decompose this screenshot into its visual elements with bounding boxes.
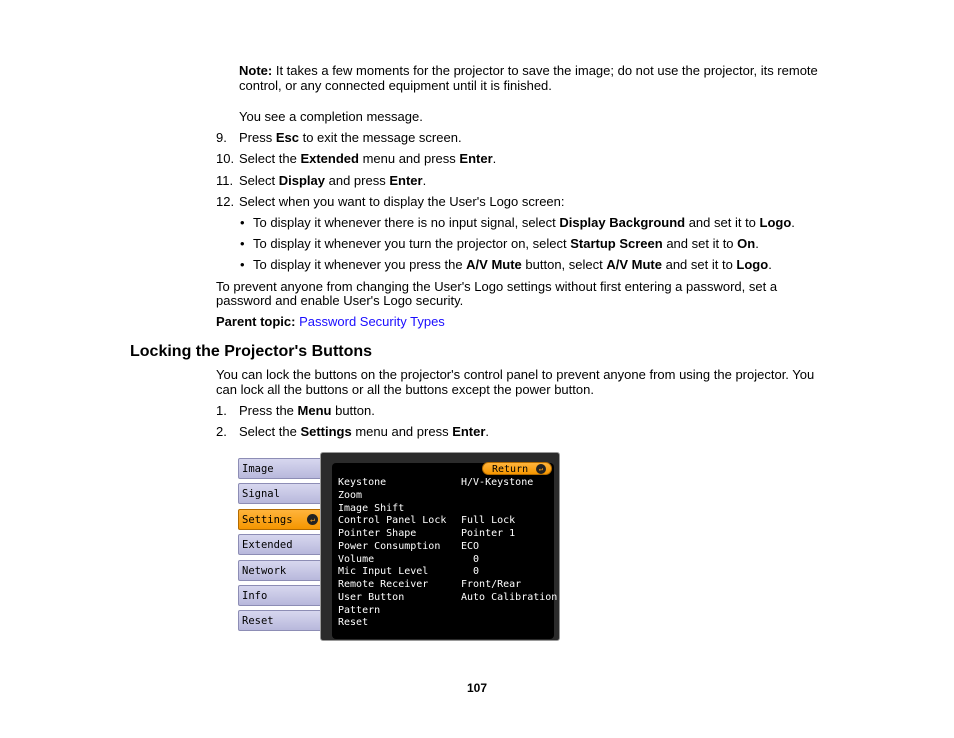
- menu-tab-label: Extended: [242, 539, 293, 552]
- bullet-fragment: .: [755, 236, 759, 251]
- setting-value: H/V-Keystone: [461, 477, 534, 488]
- setting-label: Keystone: [338, 477, 387, 488]
- setting-value: ECO: [461, 540, 480, 552]
- settings-row[interactable]: [335, 503, 553, 516]
- menu-tab-label: Network: [242, 564, 287, 577]
- step-fragment: .: [485, 424, 490, 439]
- menu-tab-label: Image: [242, 463, 274, 475]
- bullet-bold-term: A/V Mute: [606, 257, 662, 272]
- step-text: [239, 130, 462, 145]
- return-button[interactable]: Return ↵: [482, 462, 552, 475]
- parent-topic-label: Parent topic:: [216, 314, 296, 329]
- bullet-fragment: .: [791, 215, 795, 230]
- step-fragment: and press: [325, 173, 390, 188]
- enter-icon: ↵: [536, 464, 546, 474]
- note-label: Note:: [239, 63, 273, 78]
- step-number: 12.: [216, 194, 235, 209]
- setting-label: Reset: [338, 617, 369, 629]
- menu-tab-signal[interactable]: [238, 483, 322, 504]
- setting-value: Front/Rear: [461, 579, 522, 590]
- setting-label: Remote Receiver: [338, 579, 429, 590]
- settings-row[interactable]: [335, 528, 553, 541]
- note-line-2: control, or any connected equipment until it is finished.: [239, 78, 552, 93]
- menu-tab-label: Settings: [242, 513, 293, 526]
- step-bold-term: Enter: [389, 173, 423, 188]
- prevent-para-line-1: To prevent anyone from changing the User's Logo settings without first entering a password, set a: [216, 279, 778, 294]
- bullet-fragment: To display it whenever you turn the projector on, select: [253, 236, 571, 251]
- bullet-bold-term: On: [737, 236, 756, 251]
- step-fragment: .: [422, 173, 427, 188]
- lock-para-line-1: You can lock the buttons on the projector's control panel to prevent anyone from using the projector. You: [216, 367, 815, 382]
- setting-value: 0: [461, 566, 480, 578]
- settings-row[interactable]: [335, 605, 553, 618]
- setting-label: Pointer Shape: [338, 528, 417, 539]
- settings-row[interactable]: [335, 554, 553, 567]
- step-fragment: Press: [239, 130, 276, 145]
- parent-topic-link[interactable]: Password Security Types: [299, 314, 445, 329]
- bullet-bold-term: Display Background: [559, 215, 686, 230]
- setting-label: Volume: [338, 553, 375, 565]
- setting-label: Pattern: [338, 604, 381, 616]
- bullet-bold-term: Logo: [759, 215, 792, 230]
- step-text: [239, 403, 375, 418]
- bullet-text: [253, 236, 759, 251]
- section-heading: Locking the Projector's Buttons: [130, 343, 373, 360]
- settings-row[interactable]: [335, 541, 553, 554]
- bullet-fragment: and set it to: [685, 215, 760, 230]
- setting-label: Mic Input Level: [338, 566, 429, 578]
- step-number: 2.: [216, 424, 227, 439]
- bullet-fragment: .: [768, 257, 772, 272]
- menu-tab-extended[interactable]: [238, 534, 322, 555]
- settings-row[interactable]: [335, 477, 553, 490]
- projector-menu-sidebar: [238, 458, 326, 638]
- step-fragment: Select: [239, 173, 279, 188]
- bullet-symbol: •: [240, 215, 245, 230]
- step-text: [239, 151, 496, 166]
- step-bold-term: Menu: [297, 403, 332, 418]
- menu-tab-label: Signal: [242, 488, 280, 501]
- bullet-text: [253, 215, 795, 230]
- step-fragment: .: [492, 151, 497, 166]
- setting-label: Power Consumption: [338, 540, 441, 552]
- bullet-fragment: To display it whenever you press the: [253, 257, 467, 272]
- setting-label: Zoom: [338, 489, 363, 501]
- menu-tab-settings[interactable]: [238, 509, 322, 530]
- menu-tab-reset[interactable]: [238, 610, 322, 631]
- enter-icon: ↵: [307, 514, 318, 525]
- settings-row[interactable]: [335, 617, 553, 630]
- step-fragment: button.: [331, 403, 375, 418]
- setting-label: Control Panel Lock: [338, 515, 447, 527]
- settings-row[interactable]: [335, 566, 553, 579]
- setting-value: Pointer 1: [461, 528, 516, 539]
- settings-row[interactable]: [335, 515, 553, 528]
- parent-topic: [216, 314, 445, 329]
- step-text: [239, 173, 426, 188]
- bullet-fragment: and set it to: [662, 236, 738, 251]
- bullet-fragment: and set it to: [661, 257, 737, 272]
- step-bold-term: Enter: [459, 151, 493, 166]
- step-fragment: Select the: [239, 424, 301, 439]
- bullet-bold-term: A/V Mute: [466, 257, 522, 272]
- bullet-text: [253, 257, 772, 272]
- menu-tab-label: Info: [242, 590, 268, 602]
- menu-tab-image[interactable]: [238, 458, 322, 479]
- step-bold-term: Esc: [275, 130, 299, 145]
- settings-row[interactable]: [335, 490, 553, 503]
- step-text: [239, 194, 565, 209]
- step-fragment: to exit the message screen.: [298, 130, 462, 145]
- setting-value: Full Lock: [461, 515, 516, 527]
- step-text: [239, 424, 489, 439]
- menu-tab-network[interactable]: [238, 560, 322, 581]
- step-number: 10.: [216, 151, 235, 166]
- step-bold-term: Display: [278, 173, 325, 188]
- setting-value: 0: [461, 553, 480, 565]
- menu-tab-info[interactable]: [238, 585, 322, 606]
- step-number: 1.: [216, 403, 227, 418]
- step-fragment: menu and press: [358, 151, 460, 166]
- step-fragment: menu and press: [351, 424, 453, 439]
- bullet-bold-term: Startup Screen: [570, 236, 663, 251]
- step-fragment: Select the: [239, 151, 301, 166]
- step-bold-term: Enter: [452, 424, 486, 439]
- step-bold-term: Settings: [300, 424, 352, 439]
- lock-para-line-2: can lock all the buttons or all the buttons except the power button.: [216, 382, 594, 397]
- page-number: 107: [466, 681, 488, 695]
- setting-label: User Button: [338, 591, 405, 603]
- step-fragment: Press the: [239, 403, 298, 418]
- step-fragment: Select when you want to display the User's Logo screen:: [239, 194, 565, 209]
- setting-label: Image Shift: [338, 502, 405, 514]
- note-line-1: Note: It takes a few moments for the projector to save the image; do not use the projector, its remote: [239, 63, 818, 78]
- bullet-symbol: •: [240, 236, 245, 251]
- menu-tab-label: Reset: [242, 615, 274, 628]
- settings-row[interactable]: [335, 579, 553, 592]
- prevent-para-line-2: password and enable User's Logo security.: [216, 293, 464, 308]
- step-number: 11.: [216, 173, 234, 188]
- bullet-fragment: button, select: [521, 257, 607, 272]
- step-bold-term: Extended: [300, 151, 359, 166]
- bullet-fragment: To display it whenever there is no input signal, select: [253, 215, 560, 230]
- settings-row[interactable]: [335, 591, 558, 605]
- setting-value: Auto Calibration: [461, 591, 558, 603]
- bullet-symbol: •: [240, 257, 245, 272]
- projector-settings-panel: [320, 452, 560, 641]
- bullet-bold-term: Logo: [736, 257, 769, 272]
- completion-message: You see a completion message.: [239, 109, 423, 124]
- step-number: 9.: [216, 130, 227, 145]
